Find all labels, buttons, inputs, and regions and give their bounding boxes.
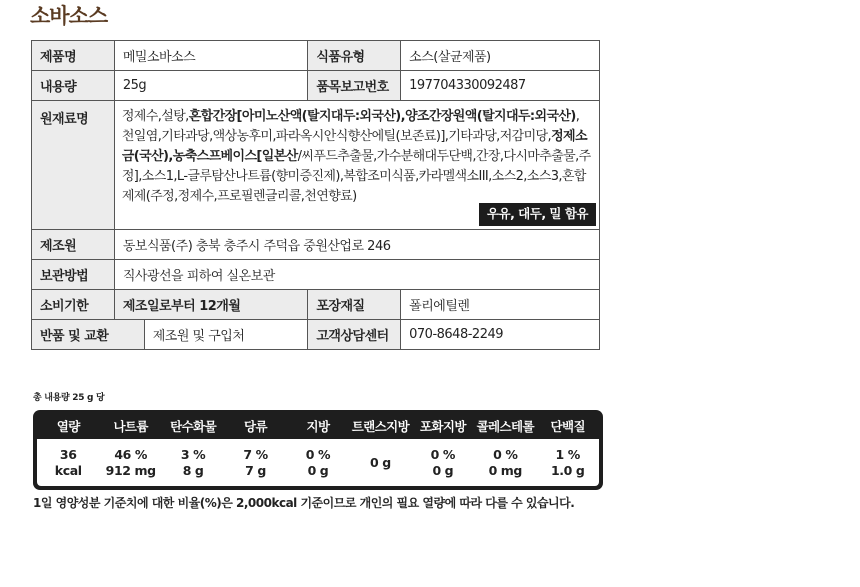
nutrition-value-line: 7 g: [245, 462, 266, 478]
nutrition-header-cell: 포화지방: [419, 419, 466, 434]
nutrition-value-line: 0 %: [430, 446, 456, 462]
manufacturer-label: 제조원: [32, 230, 115, 260]
allergy-badge: 우유, 대두, 밀 함유: [479, 203, 596, 226]
nutrition-header-cell: 콜레스테롤: [476, 419, 534, 434]
return-value: 제조원 및 구입처: [144, 320, 308, 350]
ingredients-cell: [114, 101, 599, 230]
storage-label: 보관방법: [32, 260, 115, 290]
packaging-value: 폴리에틸렌: [401, 290, 600, 320]
nutrition-facts-box: [33, 410, 603, 490]
product-name-label: 제품명: [32, 41, 115, 71]
ingredients-part: 정제수,설탕,: [121, 109, 189, 124]
nutrition-footnote: 1일 영양성분 기준치에 대한 비율(%)은 2,000kcal 기준이므로 개인의 필요 열량에 따라 다를 수 있습니다.: [33, 496, 575, 510]
nutrition-value-line: 1 %: [555, 446, 580, 462]
nutrition-value-cell: [349, 439, 411, 486]
manufacturer-value: 동보식품(주) 충북 충주시 주덕읍 중원산업로 246: [114, 230, 599, 260]
nutrition-value-line: kcal: [54, 462, 82, 478]
product-info-table: [31, 40, 600, 350]
row-ingredients: [32, 101, 600, 230]
expiry-label: 소비기한: [32, 290, 115, 320]
ingredients-part: ,천일염,기타과당,액상농후미,파라옥시안식향산에틸(보존료)],기타과당,저감미당,: [121, 109, 580, 144]
row-manufacturer: [32, 230, 600, 260]
report-no-value: 197704330092487: [401, 71, 600, 101]
nutrition-value-cell: [287, 439, 349, 486]
content-label: 내용량: [32, 71, 115, 101]
nutrition-value-line: 0 %: [305, 446, 331, 462]
nutrition-value-line: 46 %: [114, 446, 147, 462]
cs-value: 070-8648-2249: [401, 320, 600, 350]
nutrition-value-cell: [537, 439, 599, 486]
nutrition-value-line: 36: [59, 446, 77, 462]
nutrition-header-row: [37, 414, 599, 439]
nutrition-value-line: 8 g: [182, 462, 204, 478]
nutrition-header-cell: 열량: [56, 419, 80, 434]
content-value: 25g: [114, 71, 308, 101]
row-content: [32, 71, 600, 101]
row-product-name: [32, 41, 600, 71]
food-type-label: 식품유형: [308, 41, 401, 71]
nutrition-value-cell: [412, 439, 474, 486]
ingredients-part-bold: 혼합간장[아미노산액(탈지대두:외국산),양조간장원액(탈지대두:외국산): [188, 109, 576, 124]
nutrition-value-cell: [224, 439, 286, 486]
nutrition-value-cell: [162, 439, 224, 486]
nutrition-header-cell: 탄수화물: [170, 419, 217, 434]
nutrition-value-line: 0 g: [370, 454, 391, 470]
ingredients-part-bold: 정제소금(국산),농축스프베이스[일본산: [121, 129, 587, 164]
nutrition-value-line: 3 %: [180, 446, 206, 462]
nutrition-header-cell: 트랜스지방: [351, 419, 410, 434]
ingredients-part: /씨푸드추출물,가수분해대두단백,간장,다시마추출물,주정],소스1,L-글루탐산나트륨(향미증진제),복합조미식품,카라멜색소III,소스2,소스3,혼합제제(주정,정제수,프로필렌글리콜,천연향료): [121, 149, 591, 204]
ingredients-text: [122, 107, 591, 207]
product-name-value: 메밀소바소스: [114, 41, 308, 71]
cs-label: 고객상담센터: [308, 320, 401, 350]
serving-size-text: 총 내용량 25 g 당: [33, 393, 105, 403]
nutrition-header-cell: 당류: [244, 419, 267, 434]
nutrition-header-cell: 단백질: [550, 419, 585, 434]
nutrition-value-line: 0 mg: [488, 462, 522, 478]
nutrition-value-line: 0 g: [307, 462, 329, 478]
return-label: 반품 및 교환: [32, 320, 145, 350]
nutrition-value-line: 1.0 g: [550, 462, 585, 478]
nutrition-value-line: 0 %: [493, 446, 518, 462]
report-no-label: 품목보고번호: [308, 71, 401, 101]
food-type-value: 소스(살균제품): [401, 41, 600, 71]
product-title: 소바소스: [30, 4, 108, 28]
nutrition-values-row: [37, 439, 599, 486]
nutrition-value-line: 7 %: [243, 446, 268, 462]
ingredients-label: 원재료명: [32, 101, 115, 230]
nutrition-value-cell: [474, 439, 536, 486]
storage-value: 직사광선을 피하여 실온보관: [114, 260, 599, 290]
nutrition-value-cell: [37, 439, 99, 486]
nutrition-value-line: 0 g: [432, 462, 454, 478]
packaging-label: 포장재질: [308, 290, 401, 320]
row-storage: [32, 260, 600, 290]
row-expiry: [32, 290, 600, 320]
row-return: [32, 320, 600, 350]
nutrition-value-cell: [99, 439, 161, 486]
nutrition-header-cell: 나트륨: [113, 419, 148, 434]
expiry-value: 제조일로부터 12개월: [114, 290, 308, 320]
nutrition-header-cell: 지방: [306, 419, 330, 434]
nutrition-value-line: 912 mg: [105, 462, 156, 478]
